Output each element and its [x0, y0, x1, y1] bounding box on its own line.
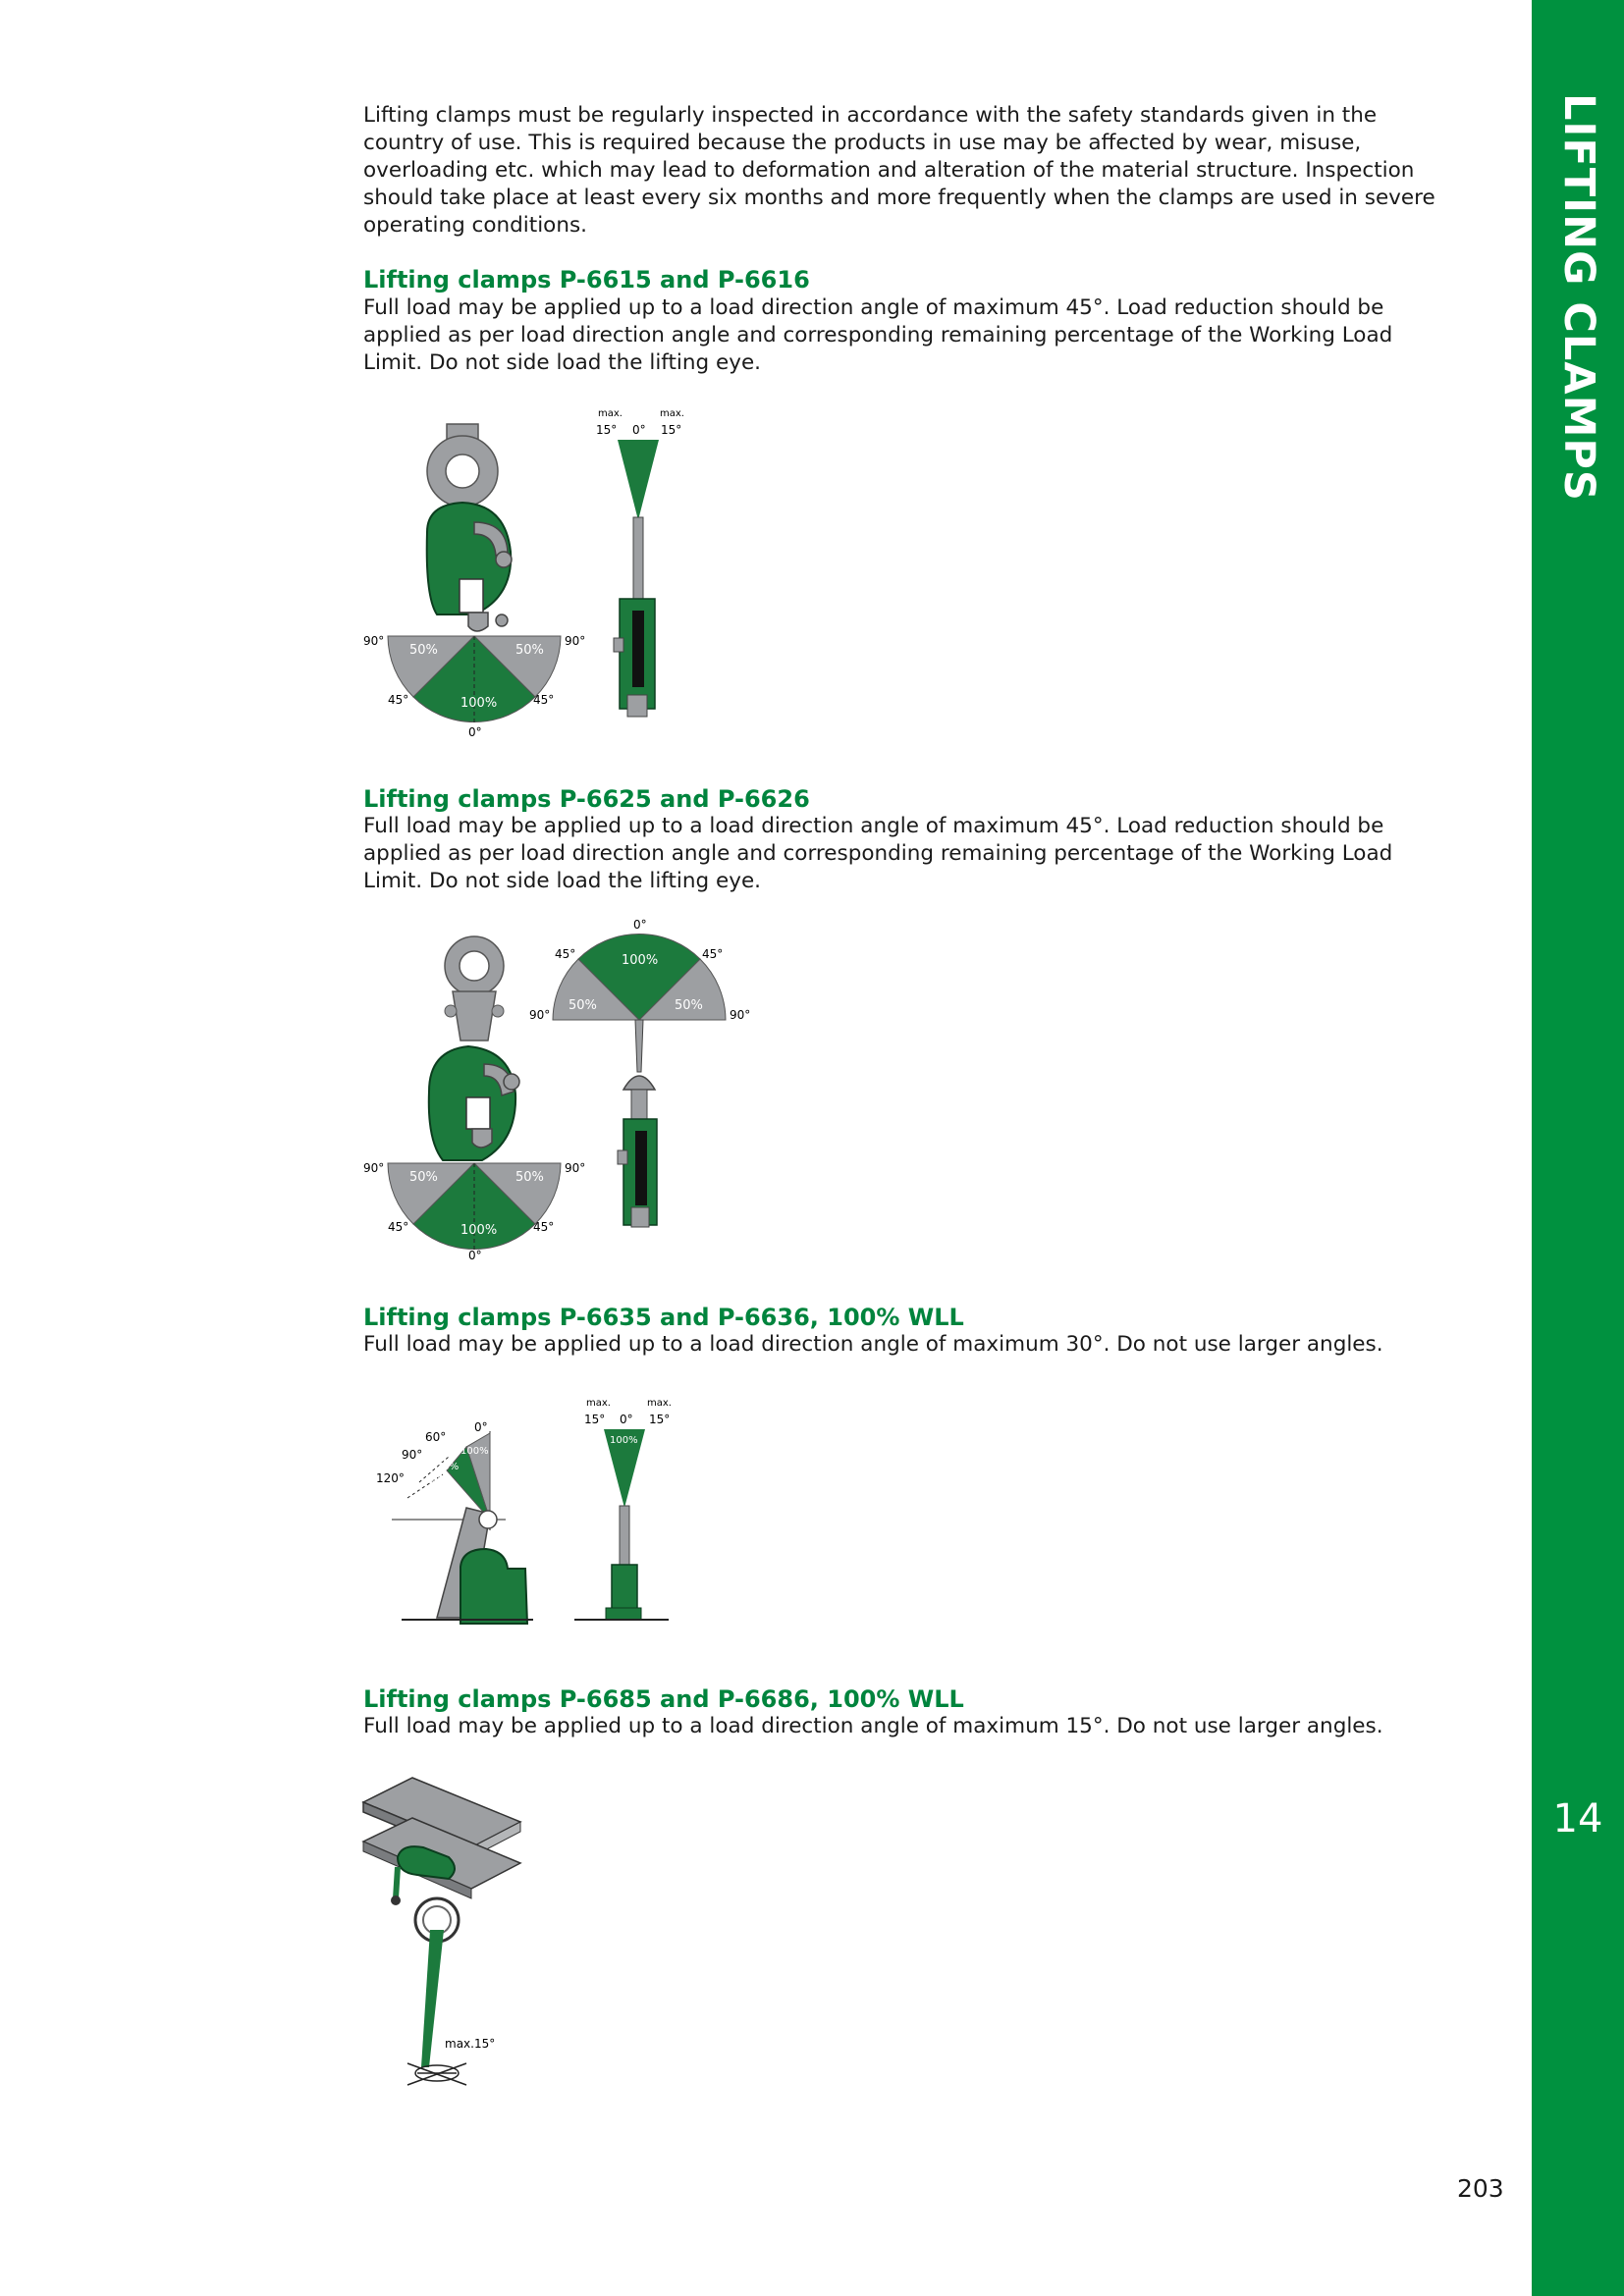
svg-text:0°: 0° [633, 918, 647, 932]
svg-text:15°: 15° [584, 1413, 606, 1426]
svg-text:120°: 120° [376, 1471, 405, 1485]
svg-text:50%: 50% [425, 1474, 448, 1485]
svg-text:90°: 90° [529, 1008, 551, 1022]
clamp-side-drawing [618, 1020, 657, 1227]
clamp-front-drawing [427, 424, 512, 631]
svg-text:50%: 50% [568, 998, 597, 1013]
diagram-p6635 [358, 1392, 692, 1632]
svg-text:max.: max. [598, 408, 623, 419]
svg-text:100%: 100% [460, 1446, 489, 1457]
section-heading-6615: Lifting clamps P-6615 and P-6616 [363, 266, 810, 294]
svg-text:75%: 75% [437, 1462, 460, 1472]
load-angle-chart-lower [363, 1161, 585, 1262]
svg-text:90°: 90° [363, 634, 385, 648]
svg-text:45°: 45° [555, 947, 576, 961]
svg-text:50%: 50% [409, 643, 438, 658]
section-heading-6685: Lifting clamps P-6685 and P-6686, 100% WLL [363, 1685, 964, 1713]
svg-text:90°: 90° [402, 1448, 423, 1462]
clamp-side-drawing [574, 1398, 672, 1620]
svg-text:90°: 90° [565, 634, 586, 648]
clamp-front-drawing [376, 1420, 533, 1624]
intro-paragraph: Lifting clamps must be regularly inspected in accordance with the safety standards given in the country of use. This is required because the products in use may be affected by wear, misuse, overloading etc. which may lead to deformation and alteration of the material structure. Inspection should take place at least every six months and more frequently when the clamps are used in severe operating conditions. [363, 103, 1435, 238]
section-heading-6625: Lifting clamps P-6625 and P-6626 [363, 785, 810, 813]
svg-text:90°: 90° [730, 1008, 751, 1022]
diagram-p6615 [358, 404, 712, 743]
svg-text:45°: 45° [388, 1220, 409, 1234]
section-body-6615: Full load may be applied up to a load direction angle of maximum 45°. Load reduction should be applied as per load direction angle and corresponding remaining percentage of the Working Load Limit. Do not side load the lifting eye. [363, 295, 1393, 375]
svg-text:45°: 45° [388, 693, 409, 707]
svg-text:15°: 15° [661, 423, 682, 437]
svg-text:60°: 60° [425, 1430, 447, 1444]
svg-text:max.: max. [660, 408, 684, 419]
chapter-title: LIFTING CLAMPS [1554, 93, 1603, 502]
svg-text:max.: max. [586, 1398, 611, 1409]
svg-text:45°: 45° [702, 947, 724, 961]
chapter-number: 14 [1552, 1796, 1603, 1842]
section-body-6685: Full load may be applied up to a load direction angle of maximum 15°. Do not use larger angles. [363, 1714, 1383, 1738]
svg-text:0°: 0° [474, 1420, 488, 1434]
svg-text:max.15°: max.15° [445, 2037, 496, 2051]
svg-text:90°: 90° [565, 1161, 586, 1175]
beam-clamp-drawing [363, 1778, 520, 2085]
clamp-front-drawing [429, 936, 519, 1160]
svg-text:45°: 45° [533, 693, 555, 707]
svg-text:15°: 15° [596, 423, 618, 437]
svg-text:max.: max. [647, 1398, 672, 1409]
svg-text:50%: 50% [515, 643, 544, 658]
svg-text:0°: 0° [468, 1249, 482, 1262]
svg-text:100%: 100% [622, 953, 659, 968]
load-angle-chart [363, 634, 585, 739]
svg-text:0°: 0° [632, 423, 646, 437]
svg-text:100%: 100% [460, 696, 498, 711]
svg-text:100%: 100% [610, 1435, 638, 1446]
diagram-p6685 [358, 1773, 535, 2092]
svg-text:45°: 45° [533, 1220, 555, 1234]
svg-text:50%: 50% [675, 998, 703, 1013]
svg-text:15°: 15° [649, 1413, 671, 1426]
section-body-6625: Full load may be applied up to a load direction angle of maximum 45°. Load reduction should be applied as per load direction angle and corresponding remaining percentage of the Working Load Limit. Do not side load the lifting eye. [363, 814, 1393, 893]
section-body-6635: Full load may be applied up to a load direction angle of maximum 30°. Do not use larger angles. [363, 1332, 1383, 1357]
page-number: 203 [1457, 2174, 1504, 2203]
svg-text:100%: 100% [460, 1223, 498, 1238]
diagram-p6625 [358, 915, 771, 1263]
svg-text:0°: 0° [468, 725, 482, 739]
section-heading-6635: Lifting clamps P-6635 and P-6636, 100% WLL [363, 1304, 964, 1331]
svg-text:0°: 0° [620, 1413, 633, 1426]
svg-text:50%: 50% [515, 1170, 544, 1185]
clamp-side-drawing [596, 408, 684, 717]
svg-text:90°: 90° [363, 1161, 385, 1175]
svg-text:50%: 50% [409, 1170, 438, 1185]
load-angle-chart-upper [529, 918, 750, 1022]
